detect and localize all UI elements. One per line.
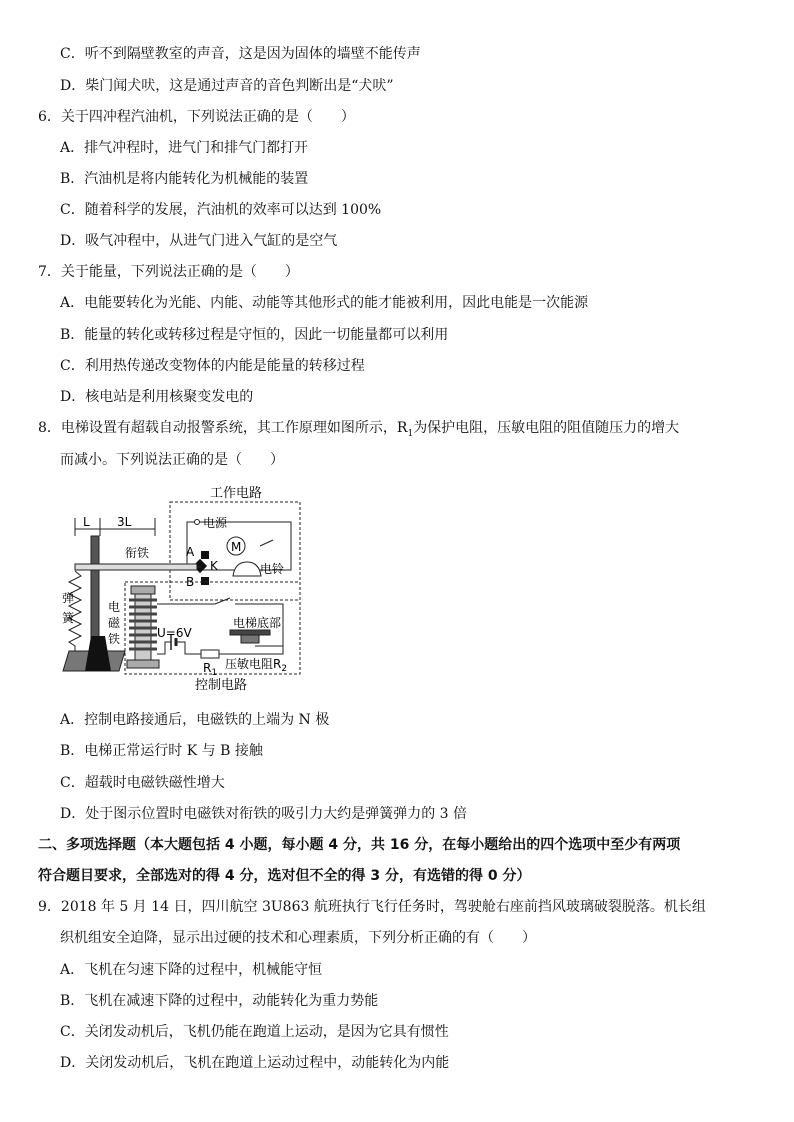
q7-option-c: C．利用热传递改变物体的内能是能量的转移过程 (60, 358, 365, 374)
work-circuit-label: 工作电路 (210, 486, 263, 501)
q6-stem: 6．关于四冲程汽油机，下列说法正确的是（ ） (38, 109, 355, 125)
elevator-floor-label: 电梯底部 (233, 616, 282, 630)
q8-option-d: D．处于图示位置时电磁铁对衔铁的吸引力大约是弹簧弹力的 3 倍 (60, 806, 468, 822)
pressure-sensor-icon (241, 635, 259, 643)
q7-stem: 7．关于能量，下列说法正确的是（ ） (38, 264, 299, 280)
q6-option-c: C．随着科学的发展，汽油机的效率可以达到 100% (60, 202, 382, 218)
armature-label: 衔铁 (125, 546, 150, 560)
q8-option-c: C．超载时电磁铁磁性增大 (60, 775, 225, 791)
armature-bar-icon (75, 564, 197, 570)
power-label: 电源 (203, 516, 228, 530)
bell-label: 电铃 (260, 562, 285, 576)
elevator-alarm-circuit-diagram (55, 476, 315, 698)
r2-label: 压敏电阻$R_2$ (225, 657, 288, 674)
q5-option-c: C．听不到隔壁教室的声音，这是因为固体的墙壁不能传声 (60, 46, 421, 62)
q9-option-c: C．关闭发动机后，飞机仍能在跑道上运动，是因为它具有惯性 (60, 1024, 449, 1040)
q7-option-d: D．核电站是利用核聚变发电的 (60, 389, 254, 405)
resistor-r1-icon (201, 650, 219, 658)
q9-stem-line2: 织机组安全迫降，显示出过硬的技术和心理素质，下列分析正确的有（ ） (60, 930, 536, 946)
q8-stem: 8．电梯设置有超载自动报警系统，其工作原理如图所示，$R_1$为保护电阻，压敏电阻的阻值随压力的增大 (38, 420, 680, 439)
q9-option-d: D．关闭发动机后，飞机在跑道上运动过程中，动能转化为内能 (60, 1055, 450, 1071)
q7-option-b: B．能量的转化或转移过程是守恒的，因此一切能量都可以利用 (60, 327, 449, 343)
contact-b-label: B (186, 575, 195, 589)
q8-option-b: B．电梯正常运行时 K 与 B 接触 (60, 743, 263, 759)
bell-icon (233, 562, 261, 576)
length-l-label: L (83, 515, 90, 529)
q8-stem-line2: 而减小。下列说法正确的是（ ） (60, 452, 284, 468)
control-circuit-label: 控制电路 (195, 678, 248, 693)
voltage-label: U=6V (157, 626, 192, 640)
section2-heading-line2: 符合题目要求，全部选对的得 4 分，选对但不全的得 3 分，有选错的得 0 分） (38, 868, 531, 884)
q9-option-a: A．飞机在匀速下降的过程中，机械能守恒 (60, 962, 323, 978)
length-3l-label: 3L (117, 515, 132, 529)
q5-option-d: D．柴门闻犬吠，这是通过声音的音色判断出是“犬吠” (60, 78, 394, 94)
electromagnet-label-3: 铁 (108, 632, 121, 646)
section2-heading-line1: 二、多项选择题（本大题包括 4 小题，每小题 4 分，共 16 分，在每小题给出的四个选项中至少有两项 (38, 837, 681, 853)
spring-label-2: 簧 (62, 611, 75, 625)
contact-a-label: A (186, 545, 195, 559)
electromagnet-label-1: 电 (108, 600, 121, 614)
q6-option-b: B．汽油机是将内能转化为机械能的装置 (60, 171, 309, 187)
q8-option-a: A．控制电路接通后，电磁铁的上端为 N 极 (60, 712, 330, 728)
q7-option-a: A．电能要转化为光能、内能、动能等其他形式的能才能被利用，因此电能是一次能源 (60, 295, 589, 311)
electromagnet-label-2: 磁 (108, 616, 121, 630)
q9-stem-line1: 9．2018 年 5 月 14 日，四川航空 3U863 航班执行飞行任务时，驾驶舱右座前挡风玻璃破裂脱落。机长组 (38, 899, 706, 915)
motor-label: M (231, 540, 242, 554)
q9-option-b: B．飞机在减速下降的过程中，动能转化为重力势能 (60, 993, 379, 1009)
contact-k-label: K (210, 559, 218, 573)
spring-label-1: 弹 (62, 591, 75, 605)
q6-option-a: A．排气冲程时，进气门和排气门都打开 (60, 140, 309, 156)
q6-option-d: D．吸气冲程中，从进气门进入气缸的是空气 (60, 233, 338, 249)
power-terminal-icon (195, 520, 200, 525)
r1-label: $R_1$ (203, 661, 218, 678)
